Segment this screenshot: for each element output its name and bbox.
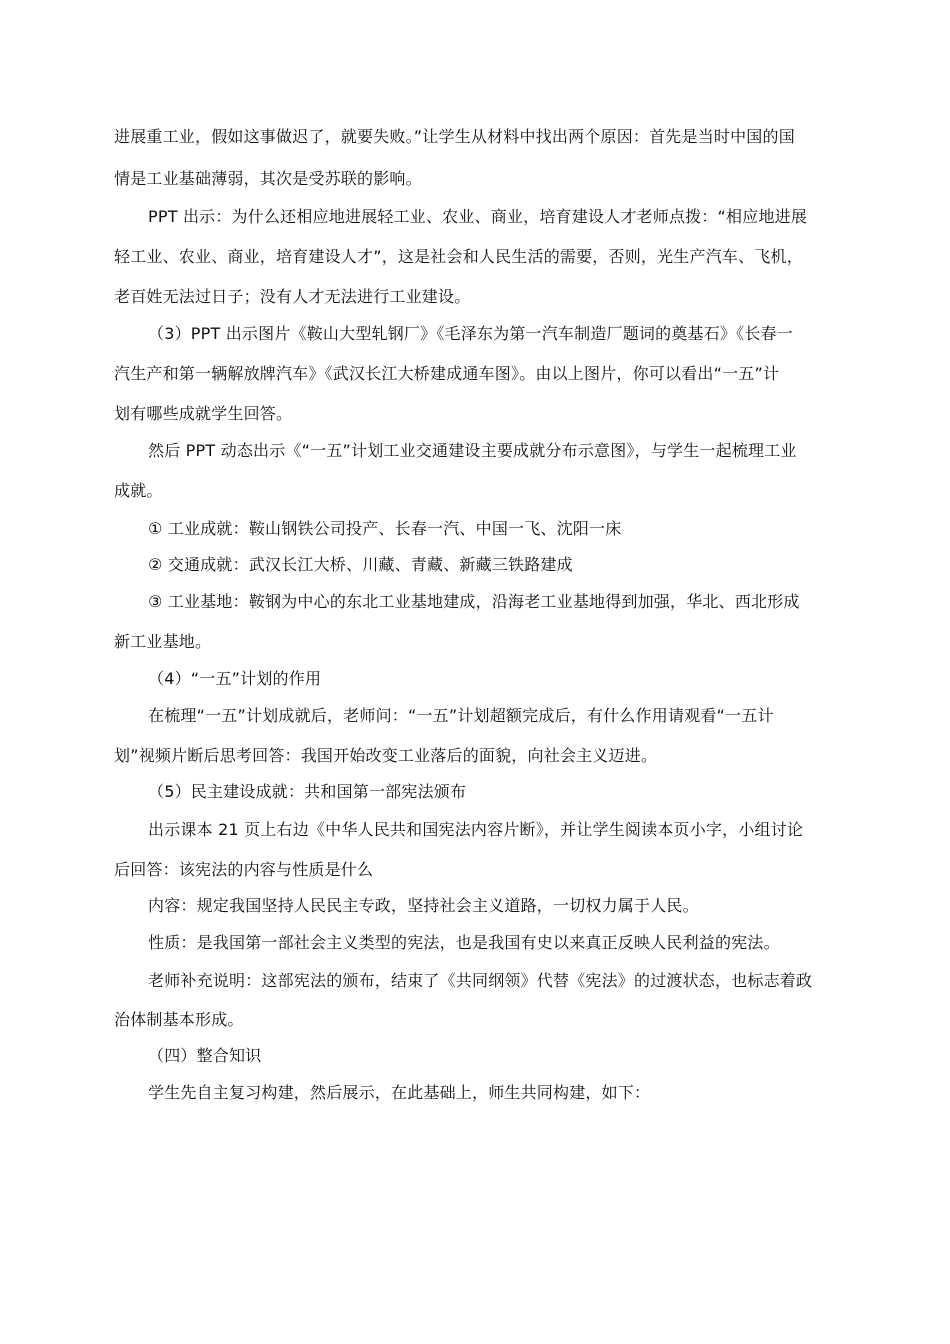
text-line-2: 情是工业基础薄弱，其次是受苏联的影响。 (114, 169, 422, 188)
text-line-11: ① 工业成就：鞍山钢铁公司投产、长春一汽、中国一飞、沈阳一床 (148, 519, 622, 538)
text-line-19: 出示课本 21 页上右边《中华人民共和国宪法内容片断》，并让学生阅读本页小字，小组讨论 (148, 820, 804, 839)
text-line-24: 治体制基本形成。 (114, 1010, 244, 1029)
text-line-4: 轻工业、农业、商业，培育建设人才”，这是社会和人民生活的需要，否则，光生产汽车、飞机， (114, 247, 803, 266)
text-line-21: 内容：规定我国坚持人民民主专政，坚持社会主义道路，一切权力属于人民。 (148, 896, 699, 915)
text-line-16: 在梳理“一五”计划成就后，老师问：“一五”计划超额完成后，有什么作用请观看“一五计 (148, 706, 774, 725)
text-line-3: PPT 出示：为什么还相应地进展轻工业、农业、商业，培育建设人才老师点拨：“相应地进展 (148, 207, 808, 226)
text-line-6: （3）PPT 出示图片《鞍山大型轧钢厂》《毛泽东为第一汽车制造厂题词的奠基石》《长春一 (148, 324, 793, 343)
text-line-13: ③ 工业基地：鞍钢为中心的东北工业基地建成，沿海老工业基地得到加强，华北、西北形成 (148, 592, 800, 611)
text-line-23: 老师补充说明：这部宪法的颁布，结束了《共同纲领》代替《宪法》的过渡状态，也标志着政 (148, 971, 813, 990)
text-line-14: 新工业基地。 (114, 632, 212, 651)
text-line-12: ② 交通成就：武汉长江大桥、川藏、青藏、新藏三铁路建成 (148, 555, 573, 574)
text-line-26: 学生先自主复习构建，然后展示，在此基础上，师生共同构建，如下： (148, 1083, 651, 1102)
text-line-5: 老百姓无法过日子；没有人才无法进行工业建设。 (114, 287, 471, 306)
text-line-7: 汽生产和第一辆解放牌汽车》《武汉长江大桥建成通车图》。由以上图片，你可以看出“一五”计 (114, 364, 780, 383)
text-line-22: 性质：是我国第一部社会主义类型的宪法，也是我国有史以来真正反映人民利益的宪法。 (148, 933, 780, 952)
text-line-18: （5）民主建设成就：共和国第一部宪法颁布 (148, 782, 467, 801)
text-line-1: 进展重工业，假如这事做迟了，就要失败。”让学生从材料中找出两个原因：首先是当时中国的国 (114, 127, 795, 146)
text-line-25: （四）整合知识 (148, 1046, 262, 1065)
text-line-10: 成就。 (114, 481, 163, 500)
text-line-20: 后回答：该宪法的内容与性质是什么 (114, 860, 374, 879)
text-line-15: （4）“一五”计划的作用 (148, 669, 322, 688)
text-line-17: 划”视频片断后思考回答：我国开始改变工业落后的面貌，向社会主义迈进。 (114, 746, 658, 765)
text-line-8: 划有哪些成就学生回答。 (114, 404, 293, 423)
text-line-9: 然后 PPT 动态出示《“一五”计划工业交通建设主要成就分布示意图》，与学生一起梳理工业 (148, 441, 797, 460)
